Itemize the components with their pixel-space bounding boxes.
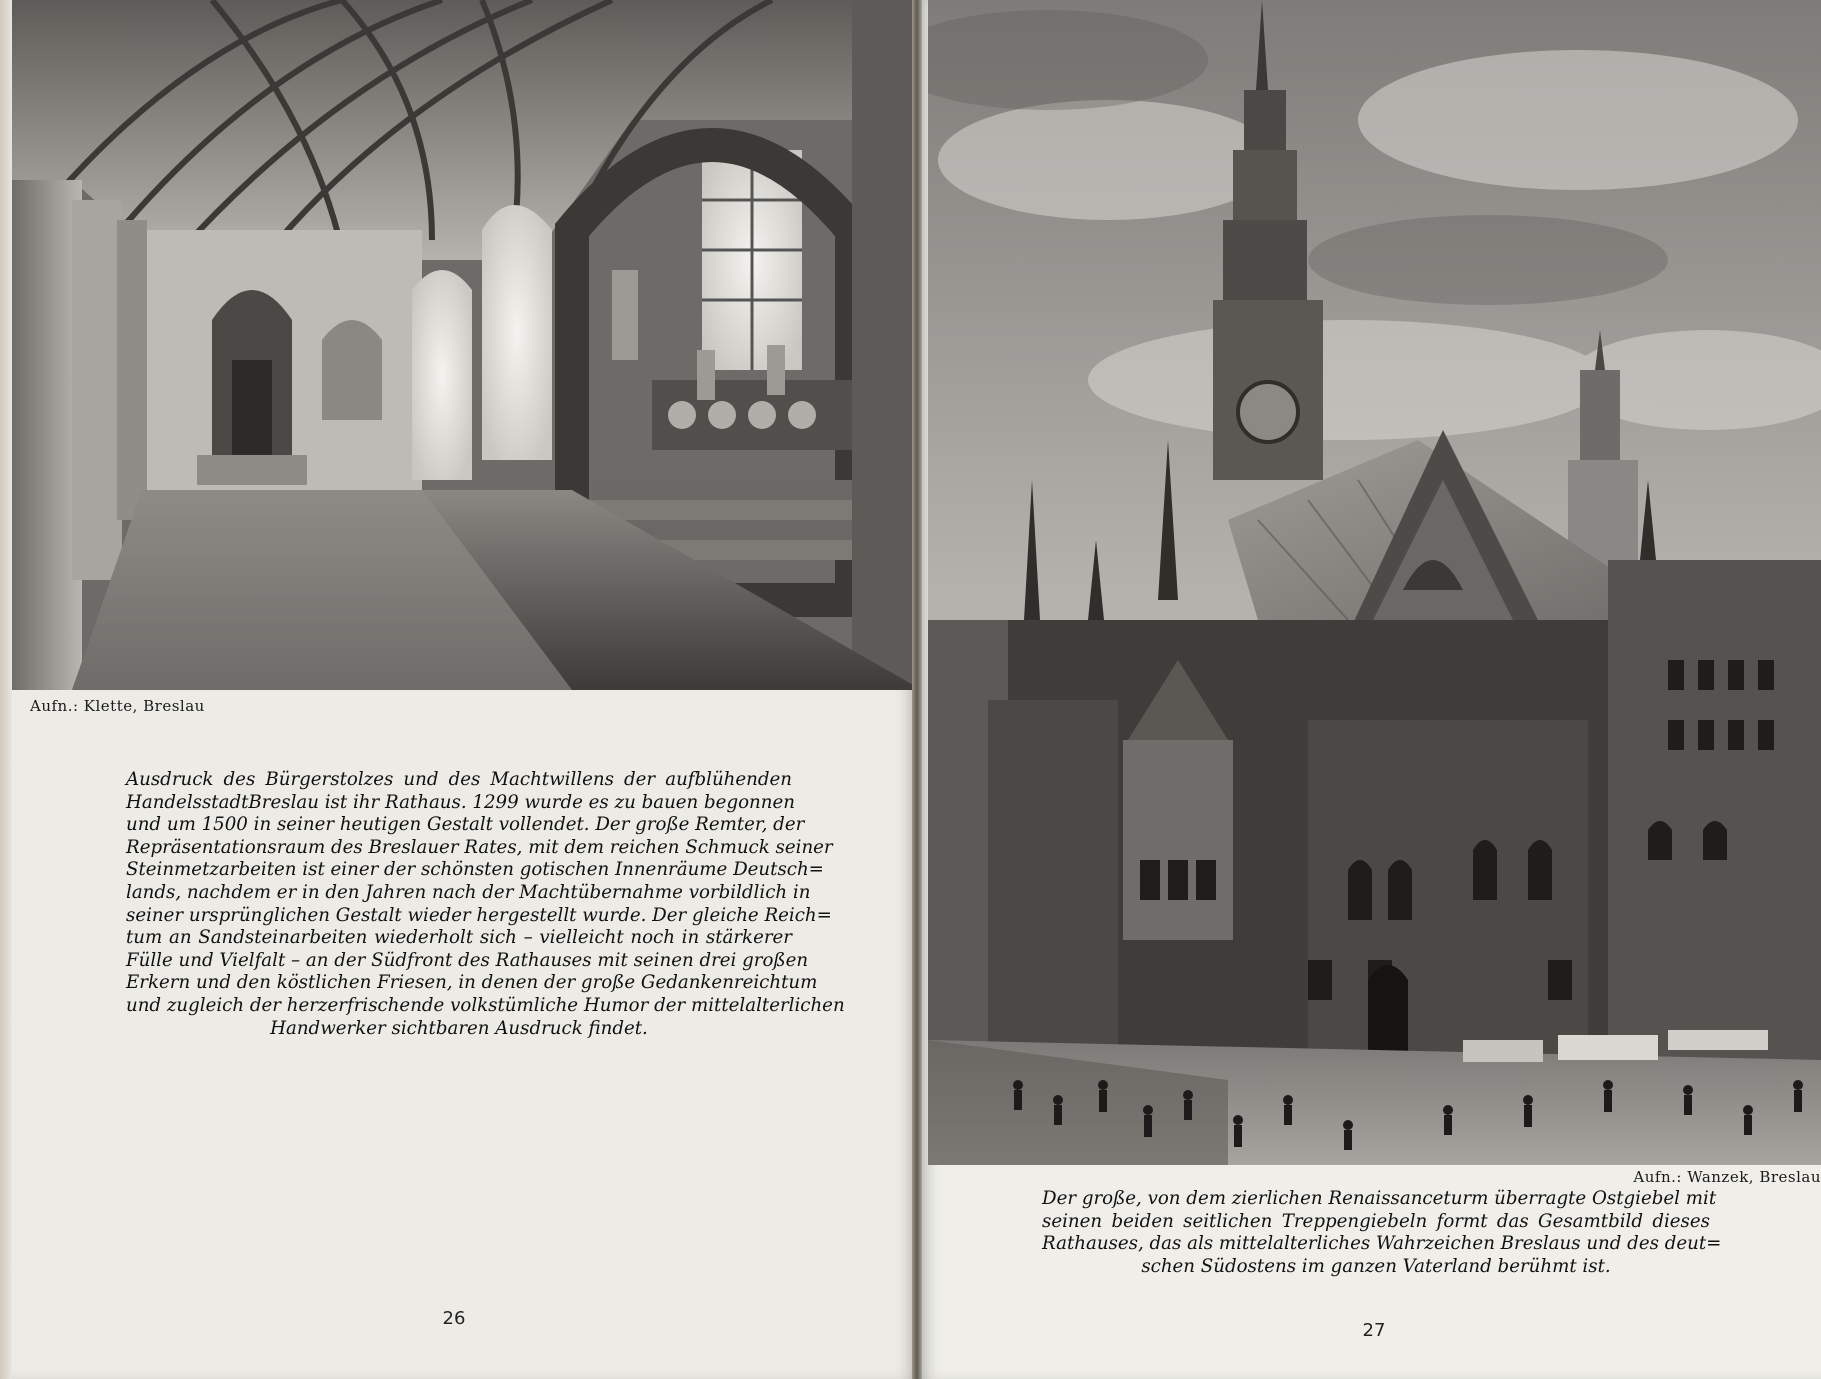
caption-left xyxy=(126,769,845,1040)
caption-line: HandelsstadtBreslau ist ihr Rathaus. 1299 wurde es zu bauen begonnen xyxy=(126,791,795,813)
caption-line: seinen beiden seitlichen Treppengiebeln formt das Gesamtbild dieses xyxy=(1042,1210,1710,1232)
caption-line: Fülle und Vielfalt – an der Südfront des Rathauses mit seinen drei großen xyxy=(126,949,809,971)
caption-line: seiner ursprünglichen Gestalt wieder hergestellt wurde. Der gleiche Reich= xyxy=(126,904,832,926)
caption-line: und um 1500 in seiner heutigen Gestalt vollendet. Der große Remter, der xyxy=(126,814,805,836)
right-page xyxy=(918,0,1821,1379)
photo-credit-right: Aufn.: Wanzek, Breslau xyxy=(1633,1168,1821,1186)
page-number-right: 27 xyxy=(1362,1320,1386,1341)
caption-line: Ausdruck des Bürgerstolzes und des Machtwillens der aufblühenden xyxy=(126,769,792,790)
page-number-left: 26 xyxy=(442,1308,466,1329)
photo-gothic-hall-interior xyxy=(12,0,918,690)
page-edge xyxy=(0,0,12,1379)
caption-line: Erkern und den köstlichen Friesen, in denen der große Gedankenreichtum xyxy=(126,972,818,994)
caption-line: Handwerker sichtbaren Ausdruck findet. xyxy=(270,1017,648,1039)
caption-line: schen Südostens im ganzen Vaterland berühmt ist. xyxy=(1141,1255,1611,1277)
caption-line: Repräsentationsraum des Breslauer Rates, mit dem reichen Schmuck seiner xyxy=(126,836,833,858)
caption-line: und zugleich der herzerfrischende volkstümliche Humor der mittelalterlichen xyxy=(126,994,845,1016)
caption-line: lands, nachdem er in den Jahren nach der Machtübernahme vorbildlich in xyxy=(126,881,811,903)
photo-breslau-town-hall-exterior xyxy=(928,0,1821,1165)
caption-line: Der große, von dem zierlichen Renaissanceturm überragte Ostgiebel mit xyxy=(1042,1188,1717,1209)
caption-line: tum an Sandsteinarbeiten wiederholt sich – vielleicht noch in stärkerer xyxy=(126,927,792,949)
book-spine xyxy=(912,0,922,1379)
caption-line: Rathauses, das als mittelalterliches Wahrzeichen Breslaus und des deut= xyxy=(1042,1233,1722,1255)
photo-credit-left: Aufn.: Klette, Breslau xyxy=(30,697,205,715)
caption-line: Steinmetzarbeiten ist einer der schönsten gotischen Innenräume Deutsch= xyxy=(126,859,824,881)
caption-right xyxy=(1042,1188,1722,1278)
